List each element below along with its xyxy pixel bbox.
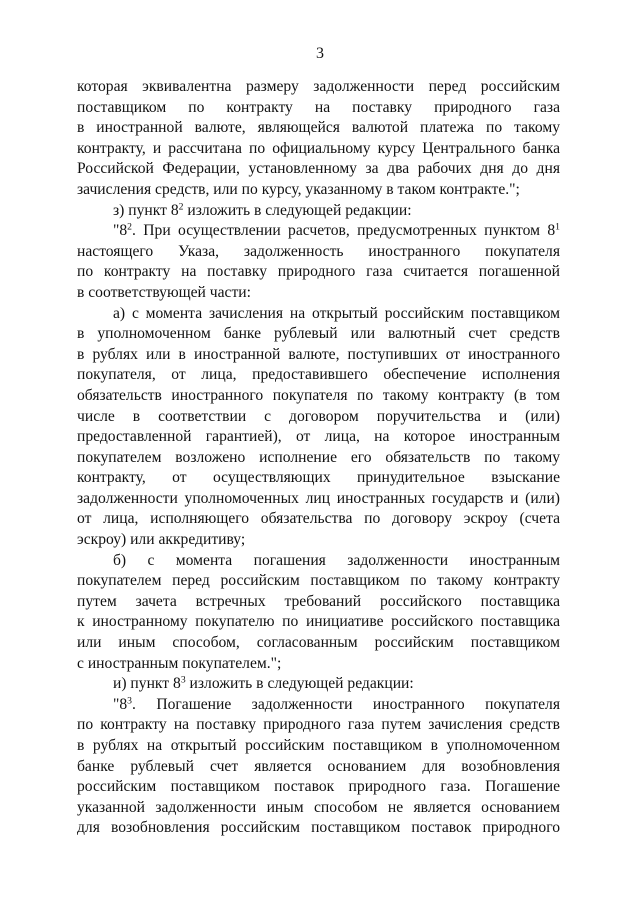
text-line [77, 262, 560, 283]
line-text: зачисления средств, или по курсу, указанному в таком контракте."; [77, 180, 520, 198]
line-text: покупателя, от лица, предоставившего обеспечение исполнения [77, 366, 560, 384]
line-text: или иным способом, согласованным российским поставщиком [77, 634, 560, 652]
line-text: с иностранным покупателем."; [77, 654, 282, 672]
text-line [77, 489, 560, 510]
line-text: покупателем перед российским поставщиком по такому контракту [77, 572, 560, 590]
text-line [77, 324, 560, 345]
text-line [77, 180, 560, 201]
line-text: а) с момента зачисления на открытый российским поставщиком [113, 304, 560, 322]
line-text: покупателем возложено исполнение его обязательств по такому [77, 448, 560, 466]
line-text: которая эквивалентна размеру задолженности перед российским [77, 78, 560, 95]
line-text: контракту, и рассчитана по официальному курсу Центрального банка [77, 139, 560, 157]
text-line [77, 221, 560, 242]
text-line [77, 386, 560, 407]
text-line [77, 592, 560, 613]
text-line [77, 715, 560, 736]
line-text: з) пункт 8 [113, 201, 179, 219]
superscript: 2 [127, 221, 132, 233]
superscript: 3 [127, 695, 132, 707]
text-line [77, 304, 560, 325]
line-text: в рублях или в иностранной валюте, поступивших от иностранного [77, 345, 560, 363]
text-line [77, 448, 560, 469]
text-line [77, 530, 560, 551]
line-text: "8 [113, 695, 128, 713]
line-text: в иностранной валюте, являющейся валютой платежа по такому [77, 119, 560, 137]
text-line [77, 77, 560, 98]
text-line [77, 695, 560, 716]
line-text: российским поставщиком поставок природного газа. Погашение [77, 778, 560, 796]
text-line [77, 98, 560, 119]
line-text: предоставленной гарантией), от лица, на которое иностранным [77, 428, 560, 446]
text-line [77, 201, 560, 222]
superscript: 3 [180, 674, 186, 686]
line-text: в уполномоченном банке рублевый или валютный счет средств [77, 325, 560, 343]
text-line [77, 242, 560, 263]
text-line [77, 551, 560, 572]
text-line [77, 571, 560, 592]
superscript: 2 [178, 201, 184, 213]
text-line [77, 798, 560, 819]
text-line [77, 118, 560, 139]
text-line [77, 654, 560, 675]
text-line [77, 612, 560, 633]
line-text-continued: изложить в следующей редакции: [185, 675, 414, 693]
line-text: банке рублевый счет является основанием для возобновления [77, 757, 560, 775]
text-line [77, 736, 560, 757]
line-text-continued: . При осуществлении расчетов, предусмотренных пунктом 8 [132, 222, 556, 240]
line-text: "8 [113, 222, 128, 240]
line-text: задолженности уполномоченных лиц иностранных государств и (или) [77, 489, 560, 507]
line-text: в соответствующей части: [77, 283, 251, 301]
line-text: по контракту на поставку природного газа считается погашенной [77, 263, 560, 281]
line-text-continued: . Погашение задолженности иностранного покупателя [132, 695, 560, 713]
line-text: контракту, от осуществляющих принудительное взыскание [77, 469, 560, 487]
text-line [77, 633, 560, 654]
line-text: по контракту на поставку природного газа путем зачисления средств [77, 716, 560, 734]
superscript: 1 [555, 221, 560, 233]
page-number: 3 [316, 45, 324, 62]
text-line [77, 283, 560, 304]
text-line [77, 777, 560, 798]
line-text: для возобновления российским поставщиком поставок природного [77, 819, 560, 837]
text-line [77, 159, 560, 180]
text-line [77, 509, 560, 530]
line-text: обязательств иностранного покупателя по такому контракту (в том [77, 386, 560, 404]
text-line [77, 365, 560, 386]
text-line [77, 345, 560, 366]
document-body [77, 77, 560, 839]
text-line [77, 674, 560, 695]
line-text: настоящего Указа, задолженность иностранного покупателя [77, 242, 560, 260]
line-text: Российской Федерации, установленному за два рабочих дня до дня [77, 160, 560, 178]
line-text: указанной задолженности иным способом не является основанием [77, 798, 560, 816]
text-line [77, 468, 560, 489]
line-text: б) с момента погашения задолженности иностранным [113, 551, 560, 569]
line-text: и) пункт 8 [113, 675, 181, 693]
line-text-continued: изложить в следующей редакции: [183, 201, 412, 219]
text-line [77, 757, 560, 778]
text-line [77, 407, 560, 428]
line-text: к иностранному покупателю по инициативе российского поставщика [77, 613, 560, 631]
line-text: в рублях на открытый российским поставщиком в уполномоченном [77, 737, 560, 754]
text-line [77, 427, 560, 448]
line-text: поставщиком по контракту на поставку природного газа [77, 98, 560, 116]
line-text: числе в соответствии с договором поручительства и (или) [77, 407, 560, 425]
text-line [77, 818, 560, 839]
line-text: от лица, исполняющего обязательства по договору эскроу (счета [77, 510, 560, 528]
line-text: эскроу) или аккредитиву; [77, 531, 246, 549]
text-line [77, 139, 560, 160]
line-text: путем зачета встречных требований российского поставщика [77, 592, 560, 610]
